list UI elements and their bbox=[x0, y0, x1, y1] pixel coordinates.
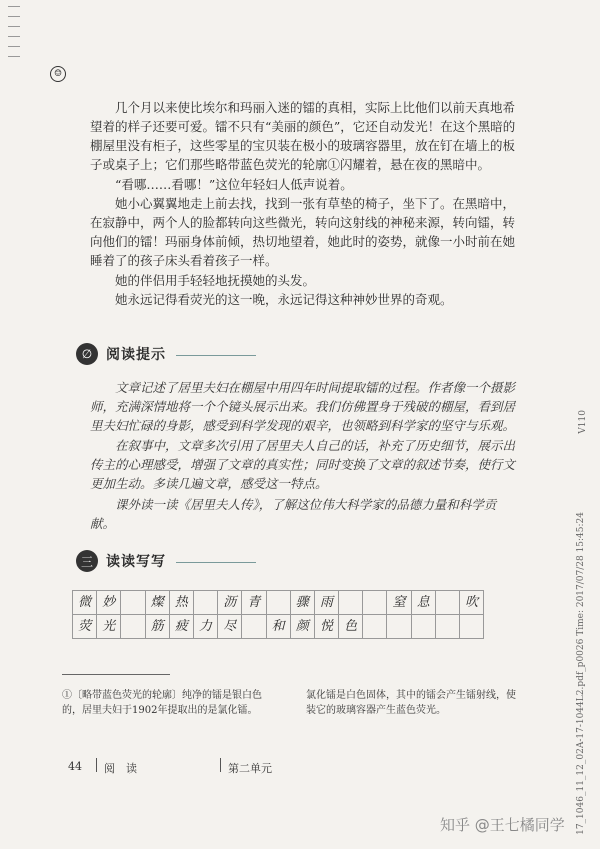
grid-cell: 窒 bbox=[387, 591, 411, 615]
grid-cell: 光 bbox=[97, 615, 121, 639]
side-version-label: V110 bbox=[578, 410, 588, 434]
smiley-icon: ☺ bbox=[50, 66, 66, 82]
page-number: 44 bbox=[68, 760, 82, 773]
reading-tips-heading bbox=[76, 342, 166, 366]
reading-tips-icon: ∅ bbox=[76, 343, 98, 365]
story-paragraph-4: 她的伴侣用手轻轻地抚摸她的头发。 bbox=[115, 273, 316, 288]
grid-cell: 吹 bbox=[460, 591, 484, 615]
reading-tips-rule bbox=[176, 355, 256, 356]
watermark: 知乎 @王七橘同学 bbox=[440, 816, 565, 834]
grid-cell: 妙 bbox=[97, 591, 121, 615]
story-paragraph-3: 她小心翼翼地走上前去找，找到一张有草垫的椅子，坐下了。在黑暗中，在寂静中，两个人的脸都转向这些微光，转向这射线的神秘来源，转向镭，转向他们的镭！玛丽身体前倾，热切地望着，她此时的姿势，就像一小时前在她睡着了的孩子床头看着孩子一样。 bbox=[90, 196, 516, 268]
grid-cell: 微 bbox=[73, 591, 97, 615]
story-paragraph-5: 她永远记得看荧光的这一晚，永远记得这种神妙世界的奇观。 bbox=[115, 292, 453, 307]
footer-divider-1 bbox=[96, 758, 97, 772]
grid-cell: 雨 bbox=[315, 591, 339, 615]
footnote-right: 氯化镭是白色固体，其中的镭会产生镭射线，使装它的玻璃容器产生蓝色荧光。 bbox=[306, 690, 516, 716]
side-print-code: 17_1046_11_12_02A-17-1044L2.pdf_p0026 Time: 2017/07/28 15:45:24 bbox=[576, 512, 586, 835]
grid-cell: 青 bbox=[242, 591, 266, 615]
grid-cell: 悦 bbox=[315, 615, 339, 639]
footnote-rule bbox=[62, 674, 170, 675]
reading-tips-title: 阅读提示 bbox=[106, 347, 166, 363]
grid-cell bbox=[339, 591, 363, 615]
exercise-rule bbox=[176, 562, 256, 563]
grid-cell: 燦 bbox=[146, 591, 170, 615]
grid-cell bbox=[121, 615, 145, 639]
grid-cell bbox=[460, 615, 484, 639]
footnote-left: ①〔略带蓝色荧光的轮廓〕纯净的镭是银白色的，居里夫妇于1902年提取出的是氯化镭。 bbox=[62, 690, 262, 716]
grid-cell bbox=[121, 591, 145, 615]
grid-cell bbox=[436, 615, 460, 639]
word-grid bbox=[72, 590, 484, 639]
grid-cell: 力 bbox=[194, 615, 218, 639]
grid-cell bbox=[194, 591, 218, 615]
exercise-heading bbox=[76, 549, 166, 573]
grid-cell: 颜 bbox=[291, 615, 315, 639]
grid-cell: 和 bbox=[267, 615, 291, 639]
reading-tips-paragraph-1: 文章记述了居里夫妇在棚屋中用四年时间提取镭的过程。作者像一个摄影师，充满深情地将一个个镜头展示出来。我们仿佛置身于残破的棚屋，看到居里夫妇忙碌的身影，感受到科学发现的艰辛，也领略到科学家的坚守与乐观。 bbox=[90, 380, 516, 433]
footer-section: 阅 读 bbox=[104, 762, 137, 775]
grid-cell: 热 bbox=[170, 591, 194, 615]
grid-cell: 尽 bbox=[218, 615, 242, 639]
grid-cell: 荧 bbox=[73, 615, 97, 639]
grid-cell: 沥 bbox=[218, 591, 242, 615]
grid-cell bbox=[387, 615, 411, 639]
grid-cell: 息 bbox=[412, 591, 436, 615]
exercise-title: 读读写写 bbox=[106, 554, 166, 570]
grid-cell: 色 bbox=[339, 615, 363, 639]
grid-cell bbox=[363, 591, 387, 615]
grid-cell: 筋 bbox=[146, 615, 170, 639]
margin-ticks bbox=[8, 6, 22, 66]
footer-divider-2 bbox=[220, 758, 221, 772]
story-paragraph-1: 几个月以来使比埃尔和玛丽入迷的镭的真相，实际上比他们以前天真地希望着的样子还要可爱。镭不只有“美丽的颜色”，它还自动发光！在这个黑暗的棚屋里没有柜子，这些零星的宝贝装在极小的玻璃容器里，放在钉在墙上的板子或桌子上；它们那些略带蓝色荧光的轮廓①闪耀着，悬在夜的黑暗中。 bbox=[90, 100, 516, 172]
footer-unit: 第二单元 bbox=[228, 762, 272, 775]
grid-cell bbox=[242, 615, 266, 639]
exercise-number: 三 bbox=[76, 550, 98, 572]
grid-cell: 骤 bbox=[291, 591, 315, 615]
grid-cell: 疲 bbox=[170, 615, 194, 639]
grid-cell bbox=[363, 615, 387, 639]
grid-cell bbox=[412, 615, 436, 639]
grid-cell bbox=[267, 591, 291, 615]
reading-tips-paragraph-3: 课外读一读《居里夫人传》，了解这位伟大科学家的品德力量和科学贡献。 bbox=[90, 497, 497, 531]
story-paragraph-2: “看哪……看哪！”这位年轻妇人低声说着。 bbox=[115, 177, 353, 192]
reading-tips-paragraph-2: 在叙事中，文章多次引用了居里夫人自己的话，补充了历史细节，展示出传主的心理感受，增强了文章的真实性；同时变换了文章的叙述节奏，使行文更加生动。多读几遍文章，感受这一特点。 bbox=[90, 438, 516, 491]
grid-cell bbox=[436, 591, 460, 615]
